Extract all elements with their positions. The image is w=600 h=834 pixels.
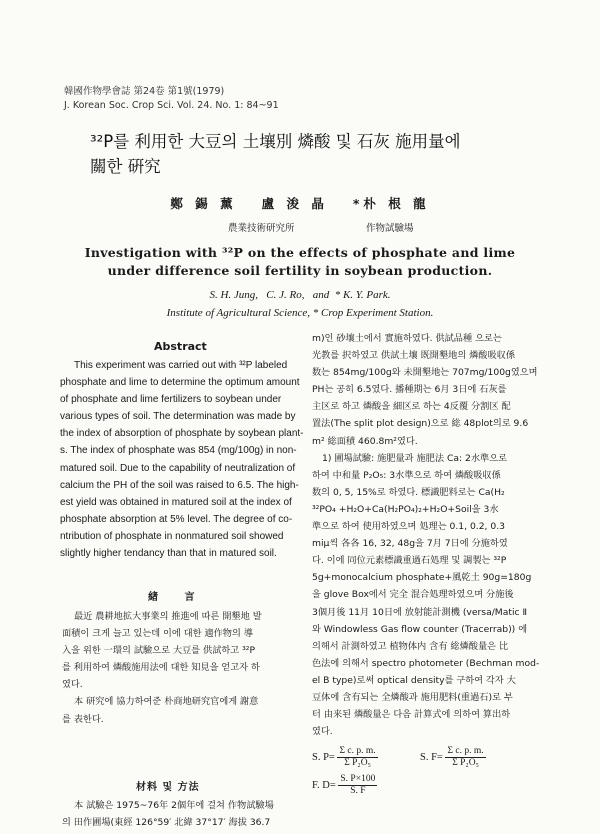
formula-sf — [420, 746, 486, 769]
affiliation-korean-1: 農業技術研究所 — [228, 223, 295, 234]
intro-line: 를 利用하여 燐酸施用法에 대한 知見을 얻고자 하 — [62, 662, 260, 674]
abstract-line: ntribution of phosphate in nonmatured soil showed — [60, 530, 284, 542]
methods-line: 本 試驗은 1975~76年 2個年에 걸쳐 作物試驗場 — [74, 800, 274, 811]
journal-citation: J. Korean Soc. Crop Sci. Vol. 24. No. 1: 84~91 — [64, 100, 279, 111]
abstract-body — [60, 357, 304, 562]
methods-line: 다. 이에 同位元素標識重過石処理 및 調製는 ³²P — [312, 555, 507, 567]
methods-line: 3個月後 11月 10日에 放射能計測機 (versa/Matic Ⅱ — [312, 606, 528, 618]
methods-line: 数는 854mg/100g와 未開墾地는 707mg/100g였으며 — [312, 367, 538, 379]
methods-line: 1) 圃場試驗: 施肥量과 施肥法 Ca: 2水準으로 — [322, 452, 507, 464]
methods-line: miμ씩 各各 16, 32, 48g을 7月 7日에 分施하였 — [312, 538, 508, 550]
abstract-line: slightly higher tendancy than that in matured soil. — [60, 548, 277, 560]
authors-korean: 鄭 錫 薰 盧 浚 晶 *朴 根 龍 — [170, 196, 430, 211]
methods-line: m)인 砂壤土에서 實施하였다. 供試品種 으로는 — [312, 333, 502, 344]
formula-sf-denominator: Σ P₂O₅ — [452, 758, 479, 768]
methods-line: 터 由来된 燐酸量은 다음 計算式에 의하여 算出하 — [312, 709, 511, 721]
methods-line: 色法에 의해서 spectro photometer (Bechman mod- — [312, 657, 540, 669]
introduction-heading: 緖 言 — [148, 592, 199, 603]
authors-english: S. H. Jung, C. J. Ro, and * K. Y. Park. — [209, 289, 391, 301]
abstract-line: calcium the PH of the soil was raised to 6.5. The high- — [60, 479, 299, 491]
abstract-line: s. The index of phosphate was 854 (mg/100g) in non- — [60, 445, 297, 457]
methods-heading: 材料 및 方法 — [136, 782, 200, 793]
abstract-line: This experiment was carried out with ³²P labeled — [74, 360, 288, 371]
title-korean-line2: 關한 硏究 — [90, 157, 161, 176]
title-korean-line1: ³²P를 利用한 大豆의 土壤別 燐酸 및 石灰 施用量에 — [90, 132, 461, 151]
formula-sf-label: S. F= — [420, 751, 443, 763]
abstract-line: phosphate absorption at 5% level. The degree of co- — [60, 513, 293, 525]
methods-line: PH는 공히 6.5였다. 播種期는 6月 3日에 石灰를 — [312, 384, 507, 396]
methods-line: 하여 中和量 P₂O₅: 3水準으로 하여 燐酸吸収係 — [312, 469, 501, 481]
methods-line: 였다. — [312, 726, 333, 738]
formula-fd-fraction — [338, 774, 377, 797]
methods-line: 豆体에 含有되는 全燐酸과 施用肥料(重過石)로 부 — [312, 691, 513, 703]
formula-sp-numerator: Σ c. p. m. — [339, 746, 376, 756]
formula-sp — [312, 746, 378, 769]
abstract-line: matured soil. Due to the capability of neutralization of — [60, 462, 296, 474]
abstract-line: est yield was obtained in matured soil at the index of — [60, 496, 292, 508]
abstract-line: of phosphate and lime fertilizers to soybean under — [60, 394, 282, 406]
introduction-body — [62, 608, 274, 728]
methods-line: 의 田作圃場(東經 126°59′ 北緯 37°17′ 海拔 36.7 — [62, 817, 271, 829]
formula-sp-label: S. P= — [312, 751, 335, 763]
formula-sf-numerator: Σ c. p. m. — [447, 746, 484, 756]
formula-sp-denominator: Σ P₂O₅ — [344, 758, 371, 768]
formula-fd-numerator: S. P×100 — [340, 774, 376, 784]
intro-line: 本 研究에 協力하여준 朴商地研究官에게 謝意 — [74, 696, 259, 708]
affiliations-english: Institute of Agricultural Science, * Crop Experiment Station. — [166, 307, 434, 319]
intro-line: 였다. — [62, 679, 83, 691]
methods-line: 을 glove Box에서 完全 混合処理하였으며 分施後 — [312, 589, 514, 601]
methods-line: 와 Windowless Gas flow counter (Tracerrab)) 에 — [312, 623, 528, 635]
methods-line: m² 総面積 460.8m²였다. — [312, 435, 418, 447]
abstract-line: various types of soil. The determination was made by — [60, 411, 296, 423]
methods-line: el B type)로써 optical density를 구하여 각자 大 — [312, 674, 516, 686]
formula-sp-fraction — [337, 746, 377, 769]
intro-line: 를 表한다. — [62, 713, 104, 725]
affiliation-korean-2: 作物試驗場 — [366, 223, 414, 234]
methods-line: 数의 0, 5, 15%로 하였다. 標識肥料로는 Ca(H₂ — [312, 486, 505, 498]
methods-line: ³²PO₄ +H₂O+Ca(H₂PO₄)₂+H₂O+Soil을 3水 — [312, 503, 499, 515]
title-english-line2: under difference soil fertility in soybean production. — [107, 263, 493, 278]
formula-fd-label: F. D= — [312, 779, 336, 791]
methods-line: 의해서 計測하였고 植物体内 含有 総燐酸量은 比 — [312, 640, 509, 652]
methods-continued — [312, 330, 544, 740]
methods-body — [62, 797, 274, 831]
formula-fd — [312, 774, 377, 797]
formula-sf-fraction — [445, 746, 485, 769]
intro-line: 最近 農耕地拡大事業의 推進에 따른 開墾地 발 — [74, 611, 262, 622]
methods-line: 5g+monocalcium phosphate+風乾土 90g=180g — [312, 572, 532, 584]
methods-line: 光教를 択하였고 供試土壤 既開墾地의 燐酸吸収係 — [312, 350, 516, 362]
formula-fd-denominator: S. F — [350, 786, 366, 796]
journal-name: 韓國作物學會誌 第24卷 第1號(1979) — [64, 86, 225, 97]
title-english-line1: Investigation with ³²P on the effects of phosphate and lime — [84, 245, 516, 260]
abstract-heading: Abstract — [154, 340, 207, 353]
methods-line: 置法(The split plot design)으로 総 48plot의로 9.6 — [312, 418, 529, 430]
intro-line: 入을 위한 一環의 試驗으로 大豆를 供試하고 ³²P — [62, 645, 255, 657]
abstract-line: phosphate and lime to determine the optimum amount — [60, 377, 300, 389]
methods-line: 主区로 하고 燐酸을 細区로 하는 4反覆 分割区 配 — [312, 401, 511, 413]
intro-line: 面積이 크게 늘고 있는데 이에 대한 適作物의 導 — [62, 628, 253, 640]
methods-line: 準으로 하여 使用하였으며 処理는 0.1, 0.2, 0.3 — [312, 521, 506, 533]
abstract-line: the index of absorption of phosphate by soybean plant- — [60, 428, 304, 440]
